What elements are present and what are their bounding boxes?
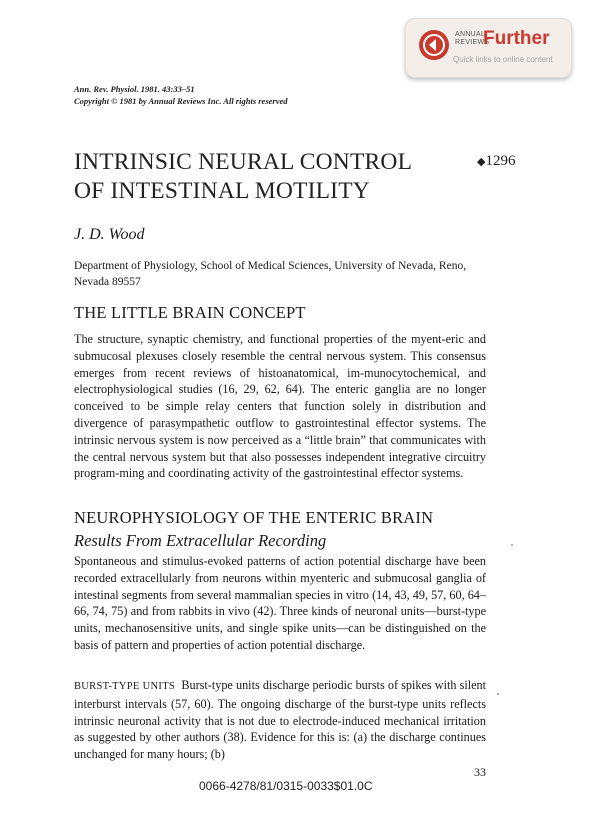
section-heading-neurophysiology: NEUROPHYSIOLOGY OF THE ENTERIC BRAIN: [74, 508, 434, 527]
scan-speck: [511, 544, 513, 546]
burst-type-text: Burst-type units discharge periodic bursts of spikes with silent interburst intervals (57, 60). The ongoing discharge of the burst-type units reflects intrinsic neuronal activity that is not due to electrode-induced mechanical irritation as suggested by other authors (38). Evidence for this is: (a) the discharge continues unchanged for many hours; (b): [74, 678, 487, 762]
article-number-text: 1296: [485, 153, 516, 169]
banner-quick-links-label[interactable]: Quick links to online content: [453, 55, 553, 64]
title-line-2: OF INTESTINAL MOTILITY: [74, 178, 370, 204]
banner-reviews-label: REVIEWS: [455, 39, 490, 46]
paragraph-little-brain: The structure, synaptic chemistry, and functional properties of the myent-eric and submucosal plexuses closely resemble the central nervous system. This consensus emerges from recent reviews of histoanatomical, im-munocytochemical, and electrophysiological studies (16, 29, 62, 64). The enteric ganglia are no longer conceived to be simple relay centers that function solely in distribution and divergence of parasympathetic outflow to gastrointestinal effector systems. The intrinsic nervous system is now perceived as a “little brain” that communicates with the central nervous system but that also possesses independent integrative circuitry program-ming and coordinating activity of the gastrointestinal effector systems.: [74, 332, 486, 481]
paragraph-extracellular: Spontaneous and stimulus-evoked patterns of action potential discharge have been recorded extracellularly from neurons within myenteric and submucosal ganglia of intestinal segments from several mammalian species in vitro (14, 43, 49, 57, 60, 64–66, 74, 75) and from rabbits in vivo (42). Three kinds of neuronal units—burst-type units, mechanosensitive units, and single spike units—can be distinguished on the basis of pattern and properties of action potential discharge.: [74, 554, 486, 652]
title-line-1: INTRINSIC NEURAL CONTROL: [74, 149, 413, 175]
footer-code: 0066-4278/81/0315-0033$01.0C: [199, 779, 373, 793]
article-title: [74, 148, 412, 206]
citation-line: Ann. Rev. Physiol. 1981. 43:33–51: [74, 84, 195, 94]
run-in-heading-burst-type: BURST-TYPE UNITS: [74, 681, 176, 692]
play-back-icon: [419, 30, 449, 60]
paragraph-burst-type-units: [74, 677, 486, 763]
subsection-heading-extracellular: Results From Extracellular Recording: [74, 531, 327, 550]
scan-speck: [497, 693, 499, 695]
author-name: J. D. Wood: [74, 226, 145, 243]
banner-annual-label: ANNUAL: [455, 31, 486, 38]
page-number: 33: [474, 765, 486, 779]
section-heading-little-brain: THE LITTLE BRAIN CONCEPT: [74, 303, 306, 322]
article-number: [477, 153, 515, 170]
banner-further-label[interactable]: Further: [483, 28, 550, 49]
author-affiliation: Department of Physiology, School of Medical Sciences, University of Nevada, Reno, Nevada 89557: [74, 260, 467, 288]
copyright-line: Copyright © 1981 by Annual Reviews Inc. All rights reserved: [74, 96, 288, 106]
annual-reviews-further-banner[interactable]: [405, 18, 572, 78]
diamond-icon: ◆: [477, 156, 486, 168]
